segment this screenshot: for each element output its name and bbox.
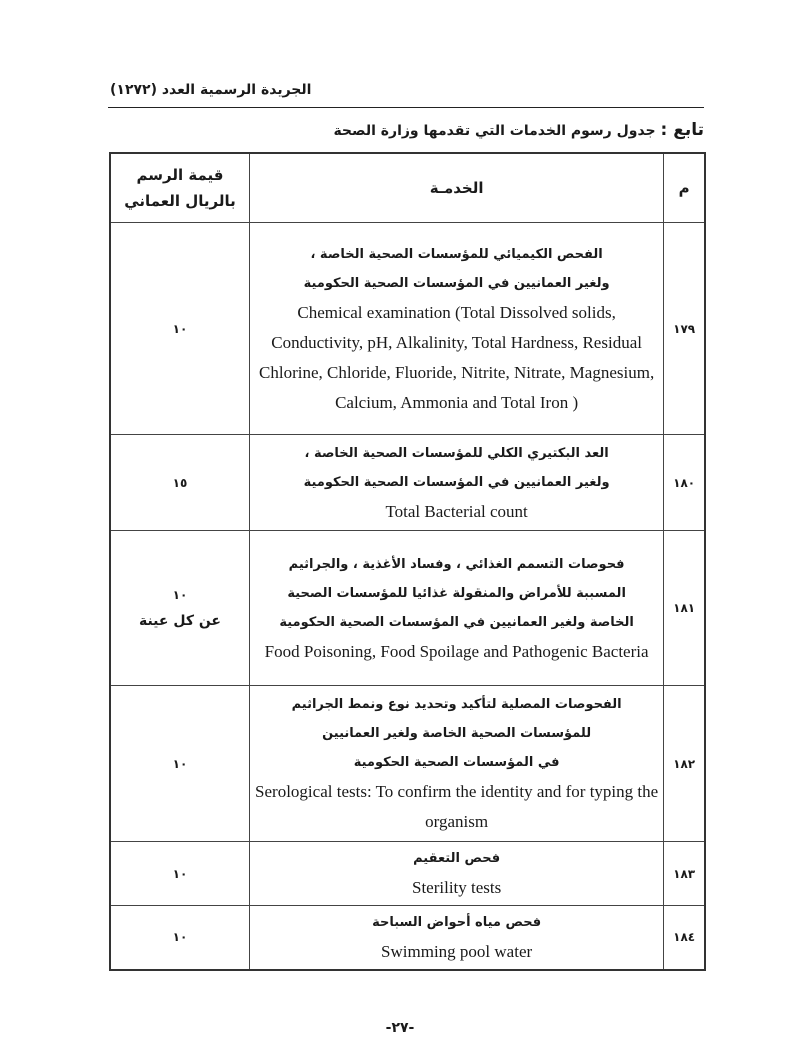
fee-value: ١٠ [172, 321, 188, 336]
table-row [110, 531, 705, 686]
document-title-lead: تابع : [660, 120, 704, 140]
service-arabic-line: الفحوصات المصلية لتأكيد وتحديد نوع ونمط الجراثيم [291, 697, 622, 712]
gazette-header-title: الجريدة الرسمية العدد (١٢٧٢) [110, 82, 312, 98]
fee-value: ١٠ [172, 930, 188, 945]
service-english: Sterility tests [411, 878, 502, 897]
fee-value: ١٠ [172, 866, 188, 881]
service-english: Total Bacterial count [385, 501, 528, 521]
fee-value: ١٠ [172, 756, 188, 771]
header-fee [110, 153, 249, 223]
table-row [110, 906, 705, 970]
service-arabic-line: ولغير العمانيين في المؤسسات الصحية الحكومية [303, 474, 610, 490]
service-arabic-line: في المؤسسات الصحية الحكومية [353, 755, 560, 770]
row-fee [110, 435, 249, 531]
service-arabic-line: للمؤسسات الصحية الخاصة ولغير العمانيين [322, 726, 592, 741]
fee-note: عن كل عينة [138, 613, 221, 629]
fee-value: ١٠ [172, 588, 188, 602]
table-row [110, 435, 705, 531]
row-number: ١٨١ [664, 531, 705, 686]
service-english: Food Poisoning, Food Spoilage and Pathogenic Bacteria [264, 641, 649, 661]
service-arabic-line: فحوصات التسمم الغذائي ، وفساد الأغذية ، والجراثيم [288, 556, 625, 572]
header-fee-line1: قيمة الرسم [136, 166, 224, 184]
table-body [110, 223, 705, 970]
header-fee-line2: بالريال العماني [124, 192, 236, 210]
row-service [249, 531, 663, 686]
row-number: ١٨٣ [664, 842, 705, 906]
service-arabic-line: الفحص الكيميائي للمؤسسات الصحية الخاصة ، [310, 246, 603, 262]
table-row [110, 686, 705, 842]
row-service [249, 686, 663, 842]
service-arabic-line: ولغير العمانيين في المؤسسات الصحية الحكومية [303, 275, 610, 291]
service-arabic-line: العد البكتيري الكلي للمؤسسات الصحية الخاصة ، [304, 445, 609, 461]
service-english: Swimming pool water [381, 941, 533, 961]
row-service [249, 842, 663, 906]
header-divider [108, 107, 704, 108]
page-number: -٢٧- [385, 1020, 415, 1036]
table-row [110, 842, 705, 906]
header-service: الخدمـة [249, 153, 663, 223]
fee-value: ١٥ [172, 475, 188, 490]
fees-table [109, 152, 706, 971]
row-number: ١٨٠ [664, 435, 705, 531]
service-arabic-line: فحص التعقيم [413, 851, 501, 866]
table-row [110, 223, 705, 435]
row-service [249, 223, 663, 435]
header-number: م [664, 153, 705, 223]
row-fee [110, 842, 249, 906]
row-fee [110, 531, 249, 686]
document-title-text: جدول رسوم الخدمات التي تقدمها وزارة الصحة [333, 123, 656, 139]
service-arabic-line: المسببة للأمراض والمنقولة غذائيا للمؤسسات الصحية [287, 585, 626, 601]
row-fee [110, 686, 249, 842]
row-fee [110, 906, 249, 970]
service-english: Serological tests: To confirm the identity and for typing the organism [255, 782, 659, 831]
row-number: ١٨٤ [664, 906, 705, 970]
row-number: ١٧٩ [664, 223, 705, 435]
service-arabic-line: الخاصة ولغير العمانيين في المؤسسات الصحية الحكومية [279, 614, 634, 630]
table-header-row [110, 153, 705, 223]
row-number: ١٨٢ [664, 686, 705, 842]
row-service [249, 906, 663, 970]
service-arabic-line: فحص مياه أحواض السباحة [372, 914, 542, 930]
document-title [300, 120, 704, 140]
service-english: Chemical examination (Total Dissolved solids, Conductivity, pH, Alkalinity, Total Hardness, Residual Chlorine, Chloride, Fluoride, Nitrite, Nitrate, Magnesium, Calcium, Ammonia and Total Iron ) [259, 302, 655, 412]
row-service [249, 435, 663, 531]
row-fee [110, 223, 249, 435]
